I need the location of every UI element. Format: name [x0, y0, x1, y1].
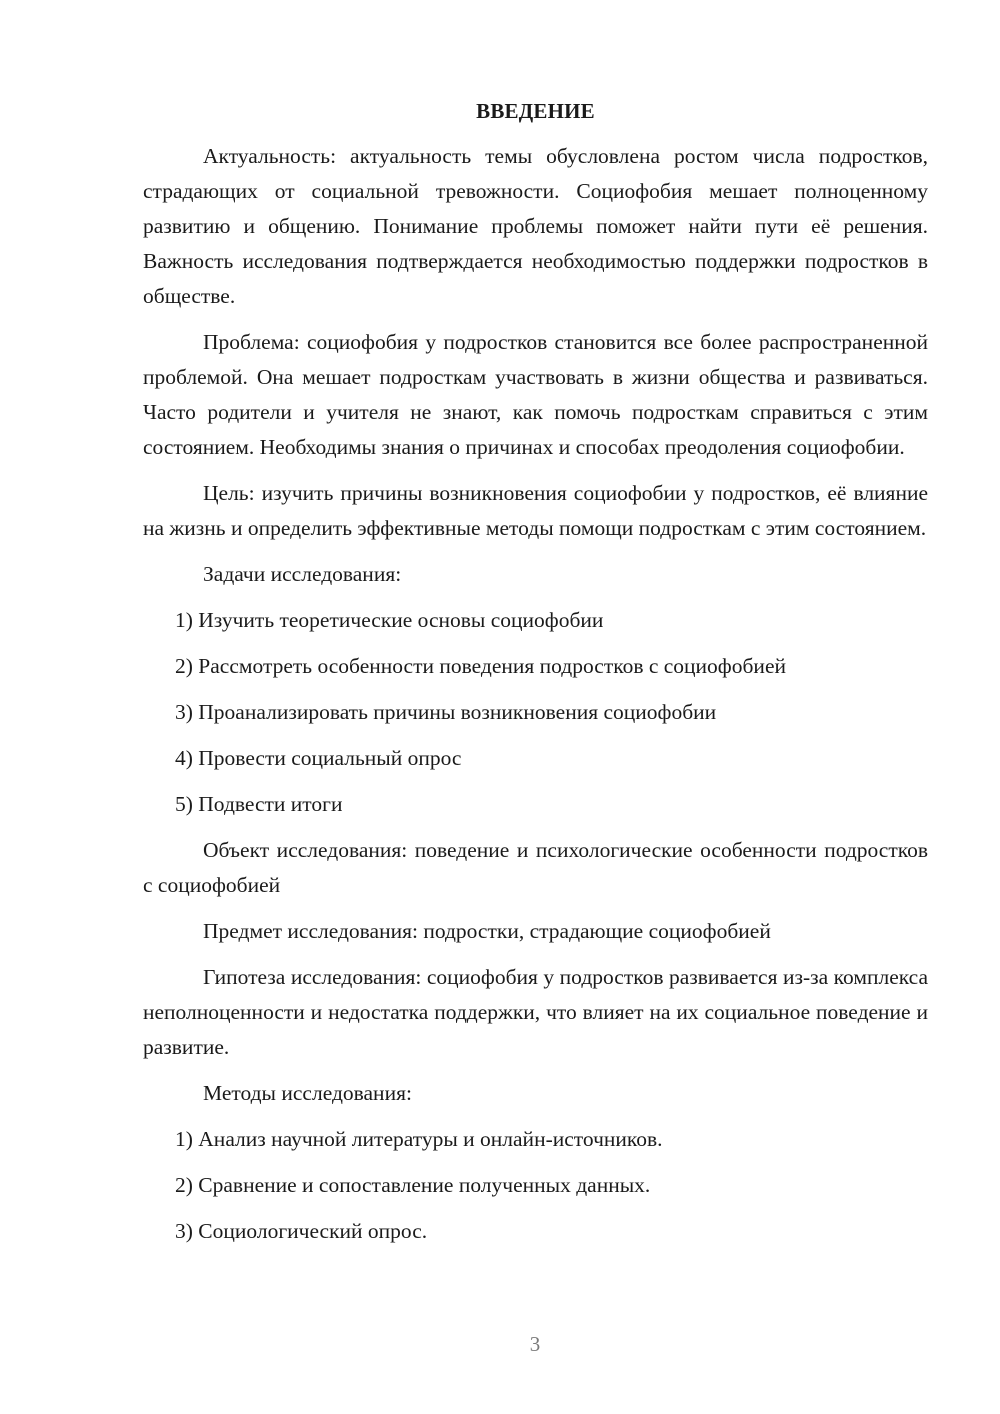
- page-number: 3: [529, 1332, 541, 1356]
- goal-paragraph: Цель: изучить причины возникновения социофобии у подростков, её влияние на жизнь и определить эффективные методы помощи подросткам с этим состоянием.: [143, 481, 928, 540]
- task-item-1: 1) Изучить теоретические основы социофобии: [175, 608, 604, 632]
- object-paragraph: Объект исследования: поведение и психологические особенности подростков с социофобией: [143, 838, 928, 897]
- methods-heading: Методы исследования:: [203, 1081, 412, 1105]
- task-item-5: 5) Подвести итоги: [175, 792, 343, 816]
- subject-paragraph: Предмет исследования: подростки, страдающие социофобией: [203, 919, 771, 943]
- hypothesis-paragraph: Гипотеза исследования: социофобия у подростков развивается из-за комплекса неполноценности и недостатка поддержки, что влияет на их социальное поведение и развитие.: [143, 965, 928, 1059]
- section-title: ВВЕДЕНИЕ: [476, 99, 595, 123]
- document-page: [143, 95, 928, 1260]
- task-item-3: 3) Проанализировать причины возникновения социофобии: [175, 700, 717, 724]
- method-item-2: 2) Сравнение и сопоставление полученных данных.: [175, 1173, 651, 1197]
- tasks-heading: Задачи исследования:: [203, 562, 402, 586]
- method-item-1: 1) Анализ научной литературы и онлайн-источников.: [175, 1127, 663, 1151]
- task-item-2: 2) Рассмотреть особенности поведения подростков с социофобией: [175, 654, 786, 678]
- method-item-3: 3) Социологический опрос.: [175, 1219, 428, 1243]
- task-item-4: 4) Провести социальный опрос: [175, 746, 462, 770]
- problem-paragraph: Проблема: социофобия у подростков становится все более распространенной проблемой. Она мешает подросткам участвовать в жизни общества и развиваться. Часто родители и учителя не знают, как помочь подросткам справиться с этим состоянием. Необходимы знания о причинах и способах преодоления социофобии.: [143, 330, 928, 459]
- relevance-paragraph: Актуальность: актуальность темы обусловлена ростом числа подростков, страдающих от социальной тревожности. Социофобия мешает полноценному развитию и общению. Понимание проблемы поможет найти пути её решения. Важность исследования подтверждается необходимостью поддержки подростков в обществе.: [143, 144, 928, 308]
